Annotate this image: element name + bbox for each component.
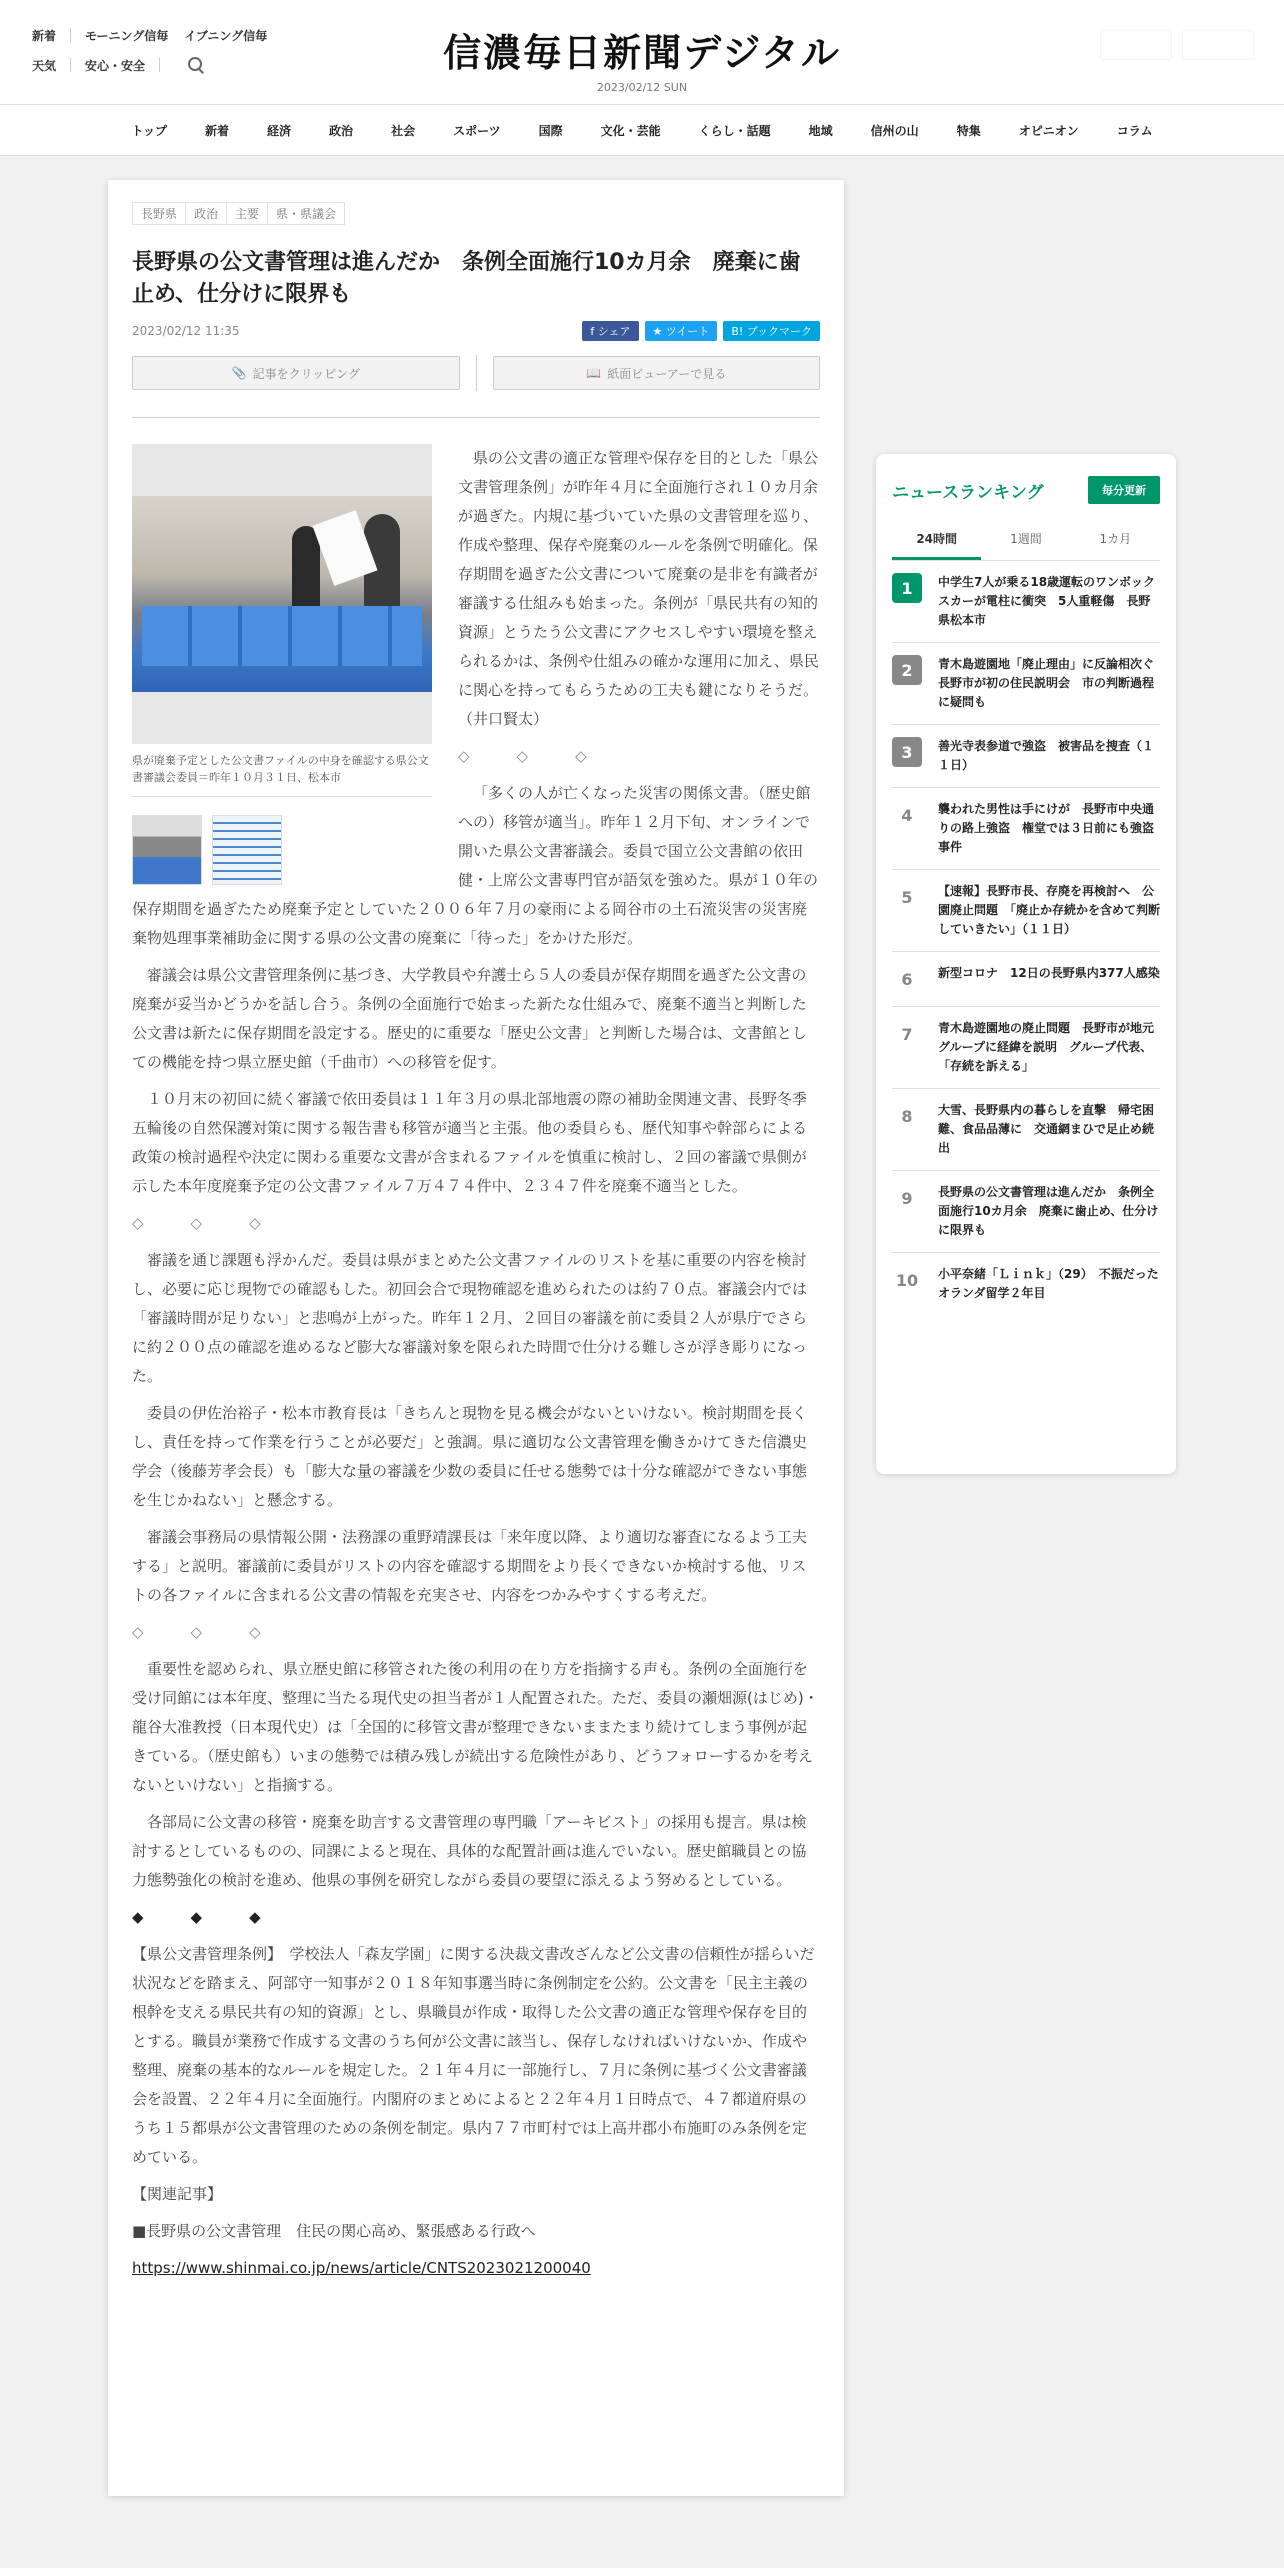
share-buttons [582,321,820,341]
site-logo[interactable] [0,22,1284,94]
nav-item-economy[interactable]: 経済 [267,123,292,138]
header-link-morning[interactable]: モーニング信毎 [85,28,169,43]
related-article-link[interactable]: ■長野県の公文書管理 住民の関心高め、緊張感ある行政へ [132,2222,536,2240]
nav-item-region[interactable]: 地域 [808,123,833,138]
category-tag[interactable]: 政治 [185,202,227,225]
nav-item-life[interactable]: くらし・話題 [698,123,771,138]
ranking-item-title[interactable]: 【速報】長野市長、存廃を再検討へ 公園廃止問題 「廃止か存続かを含めて判断していきたい」（１１日） [938,884,1161,936]
ranking-item-title[interactable]: 善光寺表参道で強盗 被害品を捜査（１１日） [938,739,1155,772]
nav-item-society[interactable]: 社会 [391,123,416,138]
article-meta [132,321,820,341]
rank-number: 5 [901,887,913,907]
photo-thumbnail[interactable] [212,815,282,885]
site-name[interactable]: 信濃毎日新聞デジタル [443,30,841,75]
paper-viewer-label: 紙面ビューアーで見る [607,366,727,381]
rank-number: 2 [892,655,922,685]
photo-image [132,496,432,692]
rank-number: 4 [901,805,913,825]
article-paragraph: 県の公文書の適正な管理や保存を目的とした「県公文書管理条例」が昨年４月に全面施行され１０カ月余が過ぎた。内規に基づいていた県の文書管理を巡り、作成や整理、保存や廃棄のルールを条例で明確化。保存期間を過ぎた公文書について廃棄の是非を有識者が審議する仕組みも始まった。条例が「県民共有の知的資源」とうたう公文書にアクセスしやすい環境を整えられるかは、条例や仕組みの確かな運用に加え、県民に関心を持ってもらうための工夫も鍵になりそうだ。（井口賢太） [458,449,819,728]
header-link-safety[interactable]: 安心・安全 [85,58,146,73]
ranking-item[interactable] [892,788,1160,870]
article [108,180,844,2496]
nav-item-features[interactable]: 特集 [956,123,981,138]
ranking-header [892,476,1160,504]
ranking-item[interactable] [892,1253,1160,1315]
ranking-item[interactable] [892,870,1160,952]
header-link-evening[interactable]: イブニング信毎 [184,28,268,43]
ranking-item-title[interactable]: 襲われた男性は手にけが 長野市中央通りの路上強盗 権堂では３日前にも強盗事件 [938,802,1155,854]
photo-thumbnails [132,815,432,885]
ranking-item-title[interactable]: 新型コロナ 12日の長野県内377人感染 [938,966,1160,980]
publish-date: 2023/02/12 11:35 [132,324,240,338]
tab-24h[interactable]: 24時間 [892,524,981,560]
tab-1month[interactable]: 1カ月 [1099,532,1132,546]
divider [476,355,477,391]
section-separator: ◇ ◇ ◇ [458,747,603,765]
clip-article-label: 記事をクリッピング [252,366,360,381]
article-figure [132,444,432,885]
clip-article-button[interactable] [132,356,460,390]
section-separator: ◇ ◇ ◇ [132,1623,277,1641]
nav-item-international[interactable]: 国際 [538,123,563,138]
ranking-item[interactable] [892,1007,1160,1089]
twitter-share-button[interactable]: ★ ツイート [645,321,718,341]
ranking-item[interactable] [892,1171,1160,1253]
ranking-tabs [892,524,1160,561]
header-right-area [1100,30,1254,60]
hatena-bookmark-button[interactable]: B! ブックマーク [723,321,820,341]
news-ranking [876,454,1176,1474]
nav-item-politics[interactable]: 政治 [329,123,354,138]
twitter-share-label: ツイート [665,325,710,338]
rank-number: 1 [892,573,922,603]
main-nav [0,105,1284,156]
article-paragraph: 「多くの人が亡くなった災害の関係文書。（歴史館への）移管が適当」。昨年１２月下旬、オンラインで開いた県公文書審議会。委員で国立公文書館の依田健・上席公文書専門官が語気を強めた。県が１０年の保存期間を過ぎたため廃棄予定としていた２００６年７月の豪雨による岡谷市の土石流災害の災害廃棄物処理事業補助金に関する県の公文書の廃棄に「待った」をかけた形だ。 [132,784,819,947]
rank-number: 8 [901,1106,913,1126]
article-body [132,444,820,2283]
article-paragraph: 審議を通じ課題も浮かんだ。委員は県がまとめた公文書ファイルのリストを基に重要の内容を検討し、必要に応じ現物での確認もした。初回会合で現物確認を進められたのは約７０点。審議会内では「審議時間が足りない」と悲鳴が上がった。昨年１２月、２回目の審議を前に委員２人が県庁でさらに約２００点の確認を進めるなど膨大な審議対象を限られた時間で仕分ける難しさが浮き彫りになった。 [132,1251,808,1385]
paper-viewer-button[interactable] [493,356,821,390]
header-link-new[interactable]: 新着 [32,28,57,43]
photo-thumbnail[interactable] [132,815,202,885]
related-article-url[interactable]: https://www.shinmai.co.jp/news/article/CNTS2023021200040 [132,2259,591,2277]
category-tag[interactable]: 主要 [226,202,268,225]
header-button-placeholder [1182,30,1254,60]
ranking-item-title[interactable]: 小平奈緒「Ｌｉｎｋ」（29） 不振だったオランダ留学２年目 [938,1267,1159,1300]
article-paragraph: 重要性を認められ、県立歴史館に移管された後の利用の在り方を指摘する声も。条例の全面施行を受け同館には本年度、整理に当たる現代史の担当者が１人配置された。ただ、委員の瀬畑源(はじめ)・龍谷大准教授（日本現代史）は「全国的に移管文書が整理できないままたまり続けてしまう事例が起きている。（歴史館も）いまの態勢では積み残しが続出する危険性があり、どうフォローするかを考えないといけない」と指摘する。 [132,1660,819,1794]
header-date: 2023/02/12 SUN [596,81,688,94]
nav-item-new[interactable]: 新着 [205,123,230,138]
facebook-share-button[interactable]: f シェア [582,321,638,341]
category-tag[interactable]: 県・県議会 [267,202,345,225]
divider [132,417,820,418]
article-paragraph: １０月末の初回に続く審議で依田委員は１１年３月の県北部地震の際の補助金関連文書、長野冬季五輪後の自然保護対策に関する報告書も移管が適当と主張。他の委員らも、歴代知事や幹部らによる政策の検討過程や決定に関わる重要な文書が含まれるファイルを慎重に検討し、２回の審議で県側が示した本年度廃棄予定の公文書ファイル７万４７４件中、２３４７件を廃棄不適当とした。 [132,1090,808,1195]
nav-item-opinion[interactable]: オピニオン [1018,123,1079,138]
article-title: 長野県の公文書管理は進んだか 条例全面施行10カ月余 廃棄に歯止め、仕分けに限界も [132,250,801,307]
ranking-list [892,561,1167,1315]
photo-caption: 県が廃棄予定とした公文書ファイルの中身を確認する県公文書審議会委員＝昨年１０月３１日、松本市 [132,752,432,797]
article-paragraph: 委員の伊佐治裕子・松本市教育長は「きちんと現物を見る機会がないといけない。検討期間を長くし、責任を持って作業を行うことが必要だ」と強調。県に適切な公文書管理を働きかけてきた信濃史学会（後藤芳孝会長）も「膨大な量の審議を少数の委員に任せる態勢では十分な確認ができない事態を生じかねない」と懸念する。 [132,1404,808,1509]
ranking-item-title[interactable]: 大雪、長野県内の暮らしを直撃 帰宅困難、食品品薄に 交通網まひで足止め続出 [938,1103,1155,1155]
article-paragraph: 各部局に公文書の移管・廃棄を助言する文書管理の専門職「アーキビスト」の採用も提言。県は検討するとしているものの、同課によると現在、具体的な配置計画は進んでいない。歴史館職員との協力態勢強化の検討を進め、他県の事例を研究しながら委員の要望に添えるよう努めるとしている。 [132,1813,807,1889]
book-icon: 📖 [586,366,602,380]
nav-item-column[interactable]: コラム [1116,123,1153,138]
category-tag[interactable]: 長野県 [132,202,186,225]
ranking-item-title[interactable]: 青木島遊園地「廃止理由」に反論相次ぐ 長野市が初の住民説明会 市の判断過程に疑問も [938,657,1167,709]
ranking-item[interactable] [892,952,1160,1007]
nav-item-mountains[interactable]: 信州の山 [870,123,919,138]
ranking-item-title[interactable]: 長野県の公文書管理は進んだか 条例全面施行10カ月余 廃棄に歯止め、仕分けに限界も [938,1185,1159,1237]
ranking-item[interactable] [892,643,1167,725]
section-separator: ◇ ◇ ◇ [132,1214,277,1232]
article-paragraph: 審議会は県公文書管理条例に基づき、大学教員や弁護士ら５人の委員が保存期間を過ぎた公文書の廃棄が妥当かどうかを話し合う。条例の全面施行で始まった新たな仕組みで、廃棄不適当と判断した公文書は新たに保存期間を設定する。歴史的に重要な「歴史公文書」と判断した場合は、文書館としての機能を持つ県立歴史館（千曲市）への移管を促す。 [132,966,808,1071]
rank-number: 7 [901,1024,913,1044]
category-tags [132,202,820,225]
article-tools [132,355,820,391]
article-paragraph: 【県公文書管理条例】 学校法人「森友学園」に関する決裁文書改ざんなど公文書の信頼性が揺らいだ状況などを踏まえ、阿部守一知事が２０１８年知事選当時に条例制定を公約。公文書を「民主主義の根幹を支える県民共有の知的資源」とし、県職員が作成・取得した公文書の適正な管理や保存を目的とする。職員が業務で作成する文書のうち何が公文書に該当し、保存しなければいけないか、作成や整理、廃棄の基本的なルールを規定した。２１年４月に一部施行し、７月に条例に基づく公文書審議会を設置、２２年４月に全面施行。内閣府のまとめによると２２年４月１日時点で、４７都道府県のうち１５都県が公文書管理のための条例を制定。県内７７市町村では上高井郡小布施町のみ条例を定めている。 [132,1945,815,2166]
related-heading: 【関連記事】 [132,2185,223,2203]
ranking-item[interactable] [892,561,1160,643]
nav-item-culture[interactable]: 文化・芸能 [600,123,661,138]
rank-number: 6 [901,969,913,989]
ranking-item-title[interactable]: 中学生7人が乗る18歳運転のワンボックスカーが電柱に衝突 5人重軽傷 長野県松本市 [938,575,1156,627]
header-link-weather[interactable]: 天気 [32,58,57,73]
ranking-item-title[interactable]: 青木島遊園地の廃止問題 長野市が地元グループに経緯を説明 グループ代表、「存続を訴える」 [938,1021,1155,1073]
site-header [0,0,1284,105]
tab-1week[interactable]: 1週間 [1010,532,1042,546]
paperclip-icon: 📎 [231,366,247,380]
hatena-bookmark-label: ブックマーク [746,325,812,338]
header-button-placeholder [1100,30,1172,60]
section-separator: ◆ ◆ ◆ [132,1908,277,1926]
nav-item-top[interactable]: トップ [131,123,168,138]
nav-item-sports[interactable]: スポーツ [453,123,501,138]
facebook-share-label: シェア [597,325,631,338]
rank-number: 3 [892,737,922,767]
ranking-item[interactable] [892,1089,1160,1171]
article-paragraph: 審議会事務局の県情報公開・法務課の重野靖課長は「来年度以降、より適切な審査になるよう工夫する」と説明。審議前に委員がリストの内容を確認する期間をより長くできないか検討する他、リストの各ファイルに含まれる公文書の情報を充実させ、内容をつかみやすくする考えだ。 [132,1528,808,1604]
ranking-title: ニュースランキング [892,482,1044,503]
ranking-update-badge: 毎分更新 [1088,476,1160,504]
article-photo[interactable] [132,444,432,744]
ranking-item[interactable] [892,725,1160,788]
rank-number: 9 [901,1188,913,1208]
rank-number: 10 [895,1270,919,1290]
